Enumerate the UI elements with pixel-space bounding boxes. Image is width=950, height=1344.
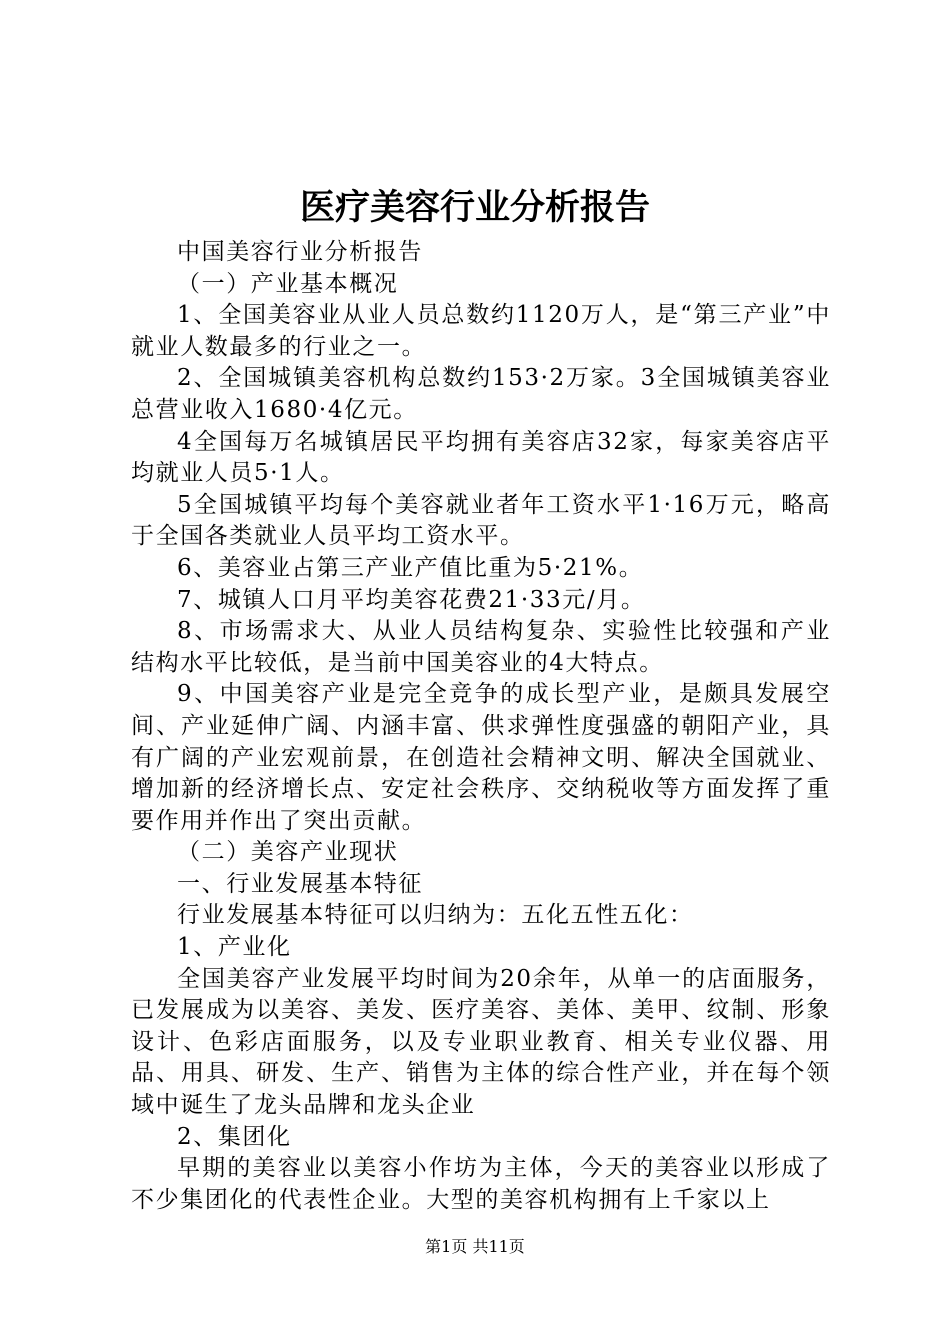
paragraph: 6、美容业占第三产业产值比重为5·21%。 bbox=[177, 554, 644, 581]
paragraph: 5全国城镇平均每个美容就业者年工资水平1·16万元，略高于全国各类就业人员平均工资水平。 bbox=[131, 491, 831, 550]
paragraph: 1、全国美容业从业人员总数约1120万人，是“第三产业”中就业人数最多的行业之一。 bbox=[131, 302, 831, 360]
paragraph: 9、中国美容产业是完全竞争的成长型产业，是颇具发展空间、产业延伸广阔、内涵丰富、供求弹性度强盛的朝阳产业，具有广阔的产业宏观前景，在创造社会精神文明、解决全国就业、增加新的经济增长点、安定社会秩序、交纳税收等方面发挥了重要作用并作出了突出贡献。 bbox=[131, 681, 831, 834]
paragraph: 早期的美容业以美容小作坊为主体，今天的美容业以形成了不少集团化的代表性企业。大型的美容机构拥有上千家以上 bbox=[131, 1155, 831, 1213]
paragraph: 一、行业发展基本特征 bbox=[177, 870, 423, 897]
paragraph: （二）美容产业现状 bbox=[177, 839, 399, 866]
paragraph: 中国美容行业分析报告 bbox=[177, 239, 423, 265]
paragraph: 7、城镇人口月平均美容花费21·33元/月。 bbox=[177, 586, 646, 613]
paragraph: 行业发展基本特征可以归纳为：五化五性五化： bbox=[177, 902, 694, 929]
document-title: 医疗美容行业分析报告 bbox=[299, 187, 650, 228]
paragraph: 全国美容产业发展平均时间为20余年，从单一的店面服务，已发展成为以美容、美发、医疗美容、美体、美甲、纹制、形象设计、色彩店面服务，以及专业职业教育、相关专业仪器、用品、用具、研发、生产、销售为主体的综合性产业，并在每个领域中诞生了龙头品牌和龙头企业 bbox=[131, 965, 831, 1119]
paragraph: 4全国每万名城镇居民平均拥有美容店32家，每家美容店平均就业人员5·1人。 bbox=[131, 428, 831, 487]
paragraph: 2、集团化 bbox=[177, 1123, 292, 1150]
page-footer: 第1页 共11页 bbox=[425, 1237, 525, 1256]
document-body bbox=[131, 237, 831, 1216]
paragraph: （一）产业基本概况 bbox=[177, 270, 399, 297]
paragraph: 2、全国城镇美容机构总数约153·2万家。3全国城镇美容业总营业收入1680·4亿元。 bbox=[131, 365, 831, 423]
paragraph: 1、产业化 bbox=[177, 934, 292, 961]
paragraph: 8、市场需求大、从业人员结构复杂、实验性比较强和产业结构水平比较低，是当前中国美容业的4大特点。 bbox=[131, 618, 831, 676]
